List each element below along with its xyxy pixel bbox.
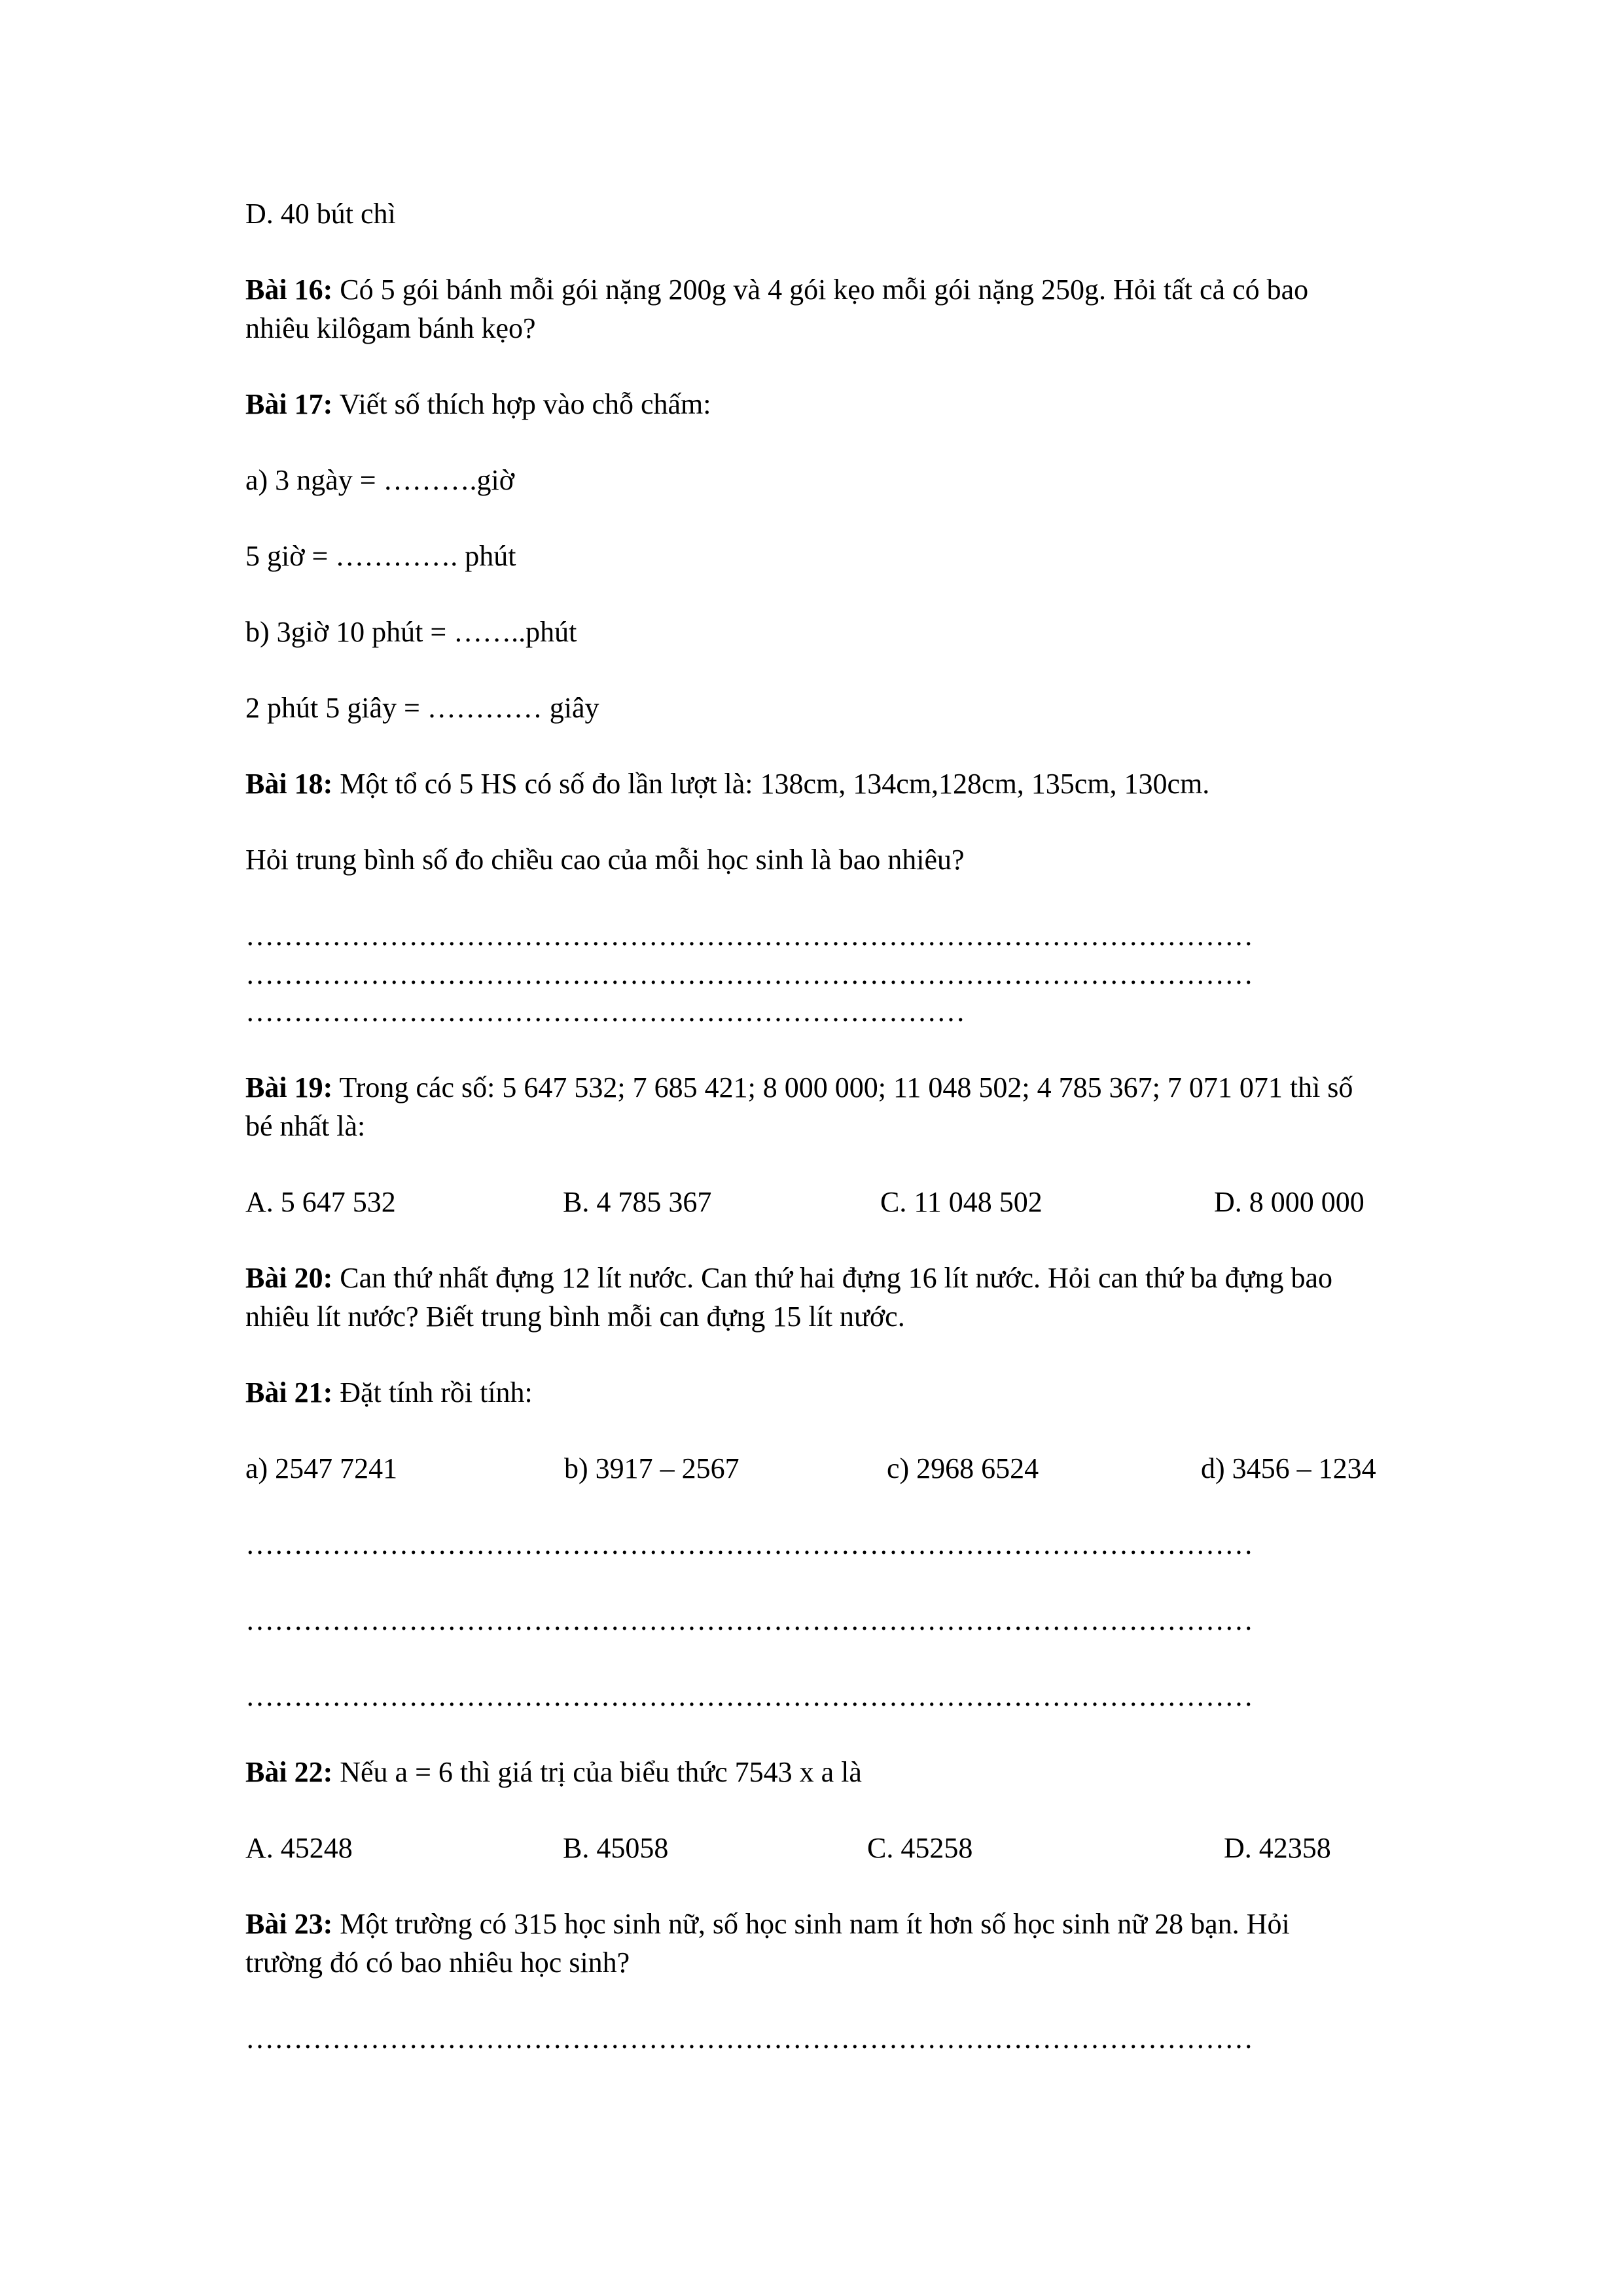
exercise-22-option-b: B. 45058 — [563, 1832, 669, 1864]
exercise-17-a1: a) 3 ngày = ……….giờ — [245, 464, 515, 496]
answer-d-line: D. 40 bút chì — [245, 198, 396, 230]
exercise-23-answer-dots-1: …………………………………………………………………………………………… — [245, 2024, 1253, 2053]
exercise-16-line-1 — [245, 276, 1308, 304]
exercise-17-a2: 5 giờ = …………. phút — [245, 540, 516, 572]
exercise-20-line-2: nhiêu lít nước? Biết trung bình mỗi can đựng 15 lít nước. — [245, 1300, 905, 1333]
exercise-21-answer-dots-2: …………………………………………………………………………………………… — [245, 1606, 1253, 1635]
exercise-19-text: Trong các số: 5 647 532; 7 685 421; 8 000 000; 11 048 502; 4 785 367; 7 071 071 thì số — [332, 1071, 1353, 1103]
exercise-19-option-d: D. 8 000 000 — [1214, 1186, 1364, 1218]
exercise-18-text: Một tổ có 5 HS có số đo lần lượt là: 138cm, 134cm,128cm, 135cm, 130cm. — [332, 768, 1210, 800]
exercise-20-line-1 — [245, 1264, 1332, 1293]
exercise-18-answer-dots-2: …………………………………………………………………………………………… — [245, 960, 1253, 989]
exercise-20-label: Bài 20: — [245, 1262, 333, 1294]
exercise-22-option-a: A. 45248 — [245, 1832, 353, 1864]
exercise-21-line — [245, 1378, 533, 1407]
exercise-21-option-a: a) 2547 7241 — [245, 1452, 398, 1484]
exercise-21-option-b: b) 3917 – 2567 — [564, 1452, 740, 1484]
exercise-22-text: Nếu a = 6 thì giá trị của biểu thức 7543 x a là — [332, 1756, 862, 1788]
exercise-19-line-2: bé nhất là: — [245, 1110, 366, 1142]
exercise-16-line-2: nhiêu kilôgam bánh kẹo? — [245, 312, 536, 344]
exercise-22-label: Bài 22: — [245, 1756, 333, 1788]
exercise-21-option-c: c) 2968 6524 — [887, 1452, 1039, 1484]
exercise-17-line — [245, 390, 711, 419]
exercise-19-option-a: A. 5 647 532 — [245, 1186, 396, 1218]
exercise-22-option-c: C. 45258 — [867, 1832, 973, 1864]
exercise-17-b1: b) 3giờ 10 phút = ……..phút — [245, 616, 577, 648]
exercise-16-text: Có 5 gói bánh mỗi gói nặng 200g và 4 gói kẹo mỗi gói nặng 250g. Hỏi tất cả có bao — [332, 274, 1309, 306]
exercise-17-label: Bài 17: — [245, 388, 333, 420]
exercise-19-option-c: C. 11 048 502 — [880, 1186, 1043, 1218]
exercise-19-option-b: B. 4 785 367 — [563, 1186, 712, 1218]
exercise-17-text: Viết số thích hợp vào chỗ chấm: — [332, 388, 711, 420]
exercise-17-b2: 2 phút 5 giây = ………… giây — [245, 692, 599, 724]
exercise-19-label: Bài 19: — [245, 1071, 333, 1103]
exercise-22-option-d: D. 42358 — [1224, 1832, 1331, 1864]
exercise-22-line — [245, 1758, 862, 1787]
exercise-18-answer-dots-1: …………………………………………………………………………………………… — [245, 922, 1253, 950]
exercise-23-line-2: trường đó có bao nhiêu học sinh? — [245, 1946, 630, 1979]
exercise-18-line-1 — [245, 770, 1209, 798]
exercise-23-line-1 — [245, 1910, 1290, 1939]
exercise-23-label: Bài 23: — [245, 1908, 333, 1940]
exercise-21-answer-dots-1: …………………………………………………………………………………………… — [245, 1530, 1253, 1559]
exercise-18-answer-dots-3: ………………………………………………………………… — [245, 996, 965, 1028]
exercise-16-label: Bài 16: — [245, 274, 333, 306]
exercise-21-label: Bài 21: — [245, 1376, 333, 1408]
exercise-18-label: Bài 18: — [245, 768, 333, 800]
exercise-20-text: Can thứ nhất đựng 12 lít nước. Can thứ hai đựng 16 lít nước. Hỏi can thứ ba đựng bao — [332, 1262, 1333, 1294]
exercise-21-answer-dots-3: …………………………………………………………………………………………… — [245, 1682, 1253, 1711]
exercise-21-text: Đặt tính rồi tính: — [332, 1376, 533, 1408]
exercise-19-line-1 — [245, 1073, 1353, 1102]
exercise-23-text: Một trường có 315 học sinh nữ, số học sinh nam ít hơn số học sinh nữ 28 bạn. Hỏi — [332, 1908, 1290, 1940]
exercise-18-line-2: Hỏi trung bình số đo chiều cao của mỗi học sinh là bao nhiêu? — [245, 844, 965, 876]
exercise-21-option-d: d) 3456 – 1234 — [1201, 1452, 1376, 1484]
